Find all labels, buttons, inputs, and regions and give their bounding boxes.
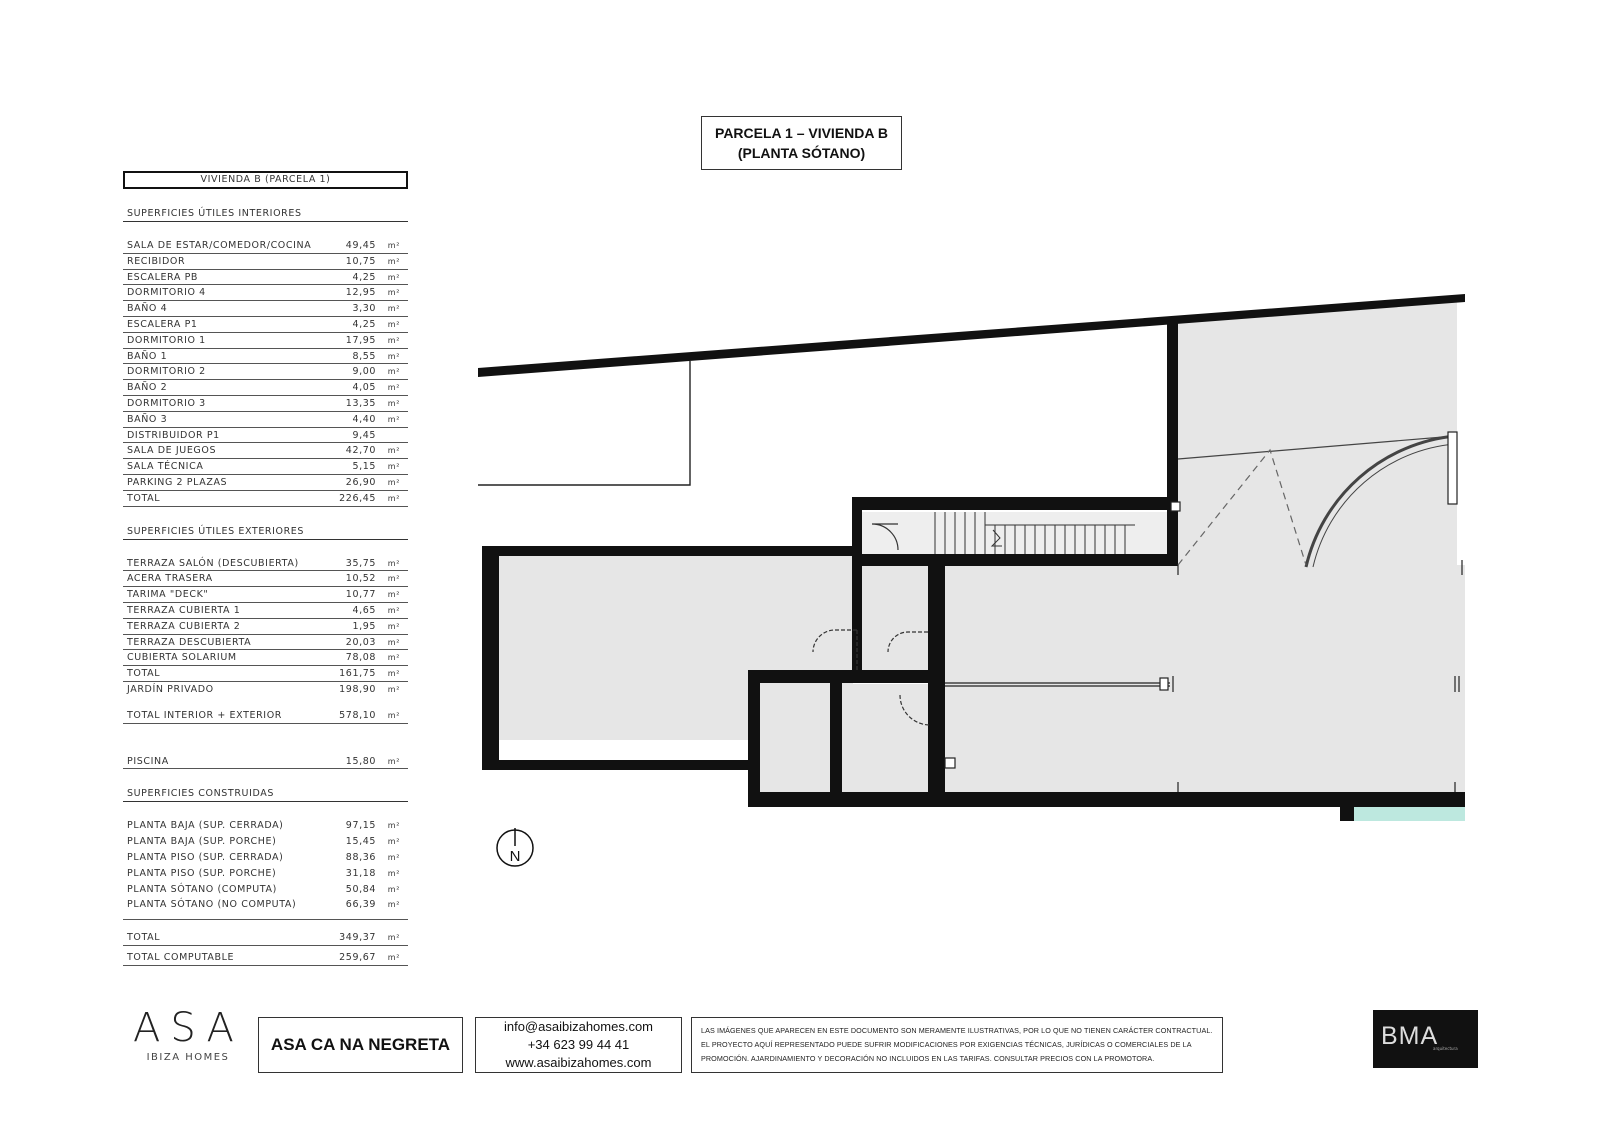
row-unit: m² [387, 288, 400, 298]
row-value: 78,08 [345, 652, 376, 664]
row-value: 17,95 [345, 334, 376, 346]
bma-logo-mark: BMA [1381, 1022, 1439, 1050]
wall-sj-bottom [482, 760, 753, 770]
row-value: 4,65 [352, 604, 376, 616]
plan-title-line1: PARCELA 1 – VIVIENDA B [715, 125, 888, 141]
row-label: ESCALERA PB [127, 271, 199, 283]
row-value: 12,95 [345, 287, 376, 299]
row-unit: m² [387, 669, 400, 679]
row-unit: m² [387, 933, 400, 943]
row-value: 26,90 [345, 476, 376, 488]
row-unit: m² [387, 605, 400, 615]
row-value: 3,30 [352, 303, 376, 315]
row-value: 198,90 [339, 683, 376, 695]
north-arrow [497, 828, 533, 866]
row-unit: m² [387, 304, 400, 314]
row-unit: m² [387, 574, 400, 584]
wall-sj-top [482, 546, 853, 556]
row-label: PLANTA BAJA (SUP. CERRADA) [127, 820, 284, 832]
row-value: 349,37 [339, 932, 376, 944]
asa-logo-subtitle: IBIZA HOMES [146, 1052, 230, 1063]
contact-box [475, 1017, 682, 1073]
row-label: ACERA TRASERA [127, 573, 213, 585]
row-value: 10,75 [345, 255, 376, 267]
row-label: TOTAL INTERIOR + EXTERIOR [127, 709, 282, 721]
row-label: TOTAL COMPUTABLE [127, 951, 235, 963]
row-value: 35,75 [345, 557, 376, 569]
row-value: 9,00 [352, 366, 376, 378]
row-value: 15,45 [345, 836, 376, 848]
row-value: 66,39 [345, 899, 376, 911]
row-value: 97,15 [345, 820, 376, 832]
row-unit: m² [387, 821, 400, 831]
row-unit: m² [387, 710, 400, 720]
wall-sj-left [482, 546, 499, 769]
row-label: BAÑO 2 [127, 382, 168, 394]
row-label: TOTAL [127, 668, 161, 680]
row-unit: m² [387, 884, 400, 894]
row-label: BAÑO 3 [127, 413, 168, 425]
north-label: N [509, 848, 521, 865]
wall-core-bottom [852, 554, 1178, 566]
row-value: 9,45 [352, 429, 376, 441]
row-label: TARIMA "DECK" [127, 589, 209, 601]
wall-bottom [748, 792, 1465, 807]
row-value: 8,55 [352, 350, 376, 362]
row-label: TOTAL [127, 932, 161, 944]
row-unit: m² [387, 756, 400, 766]
row-value: 4,25 [352, 271, 376, 283]
row-label: PLANTA PISO (SUP. PORCHE) [127, 867, 277, 879]
contact-email[interactable]: info@asaibizahomes.com [503, 1019, 654, 1034]
row-value: 10,77 [345, 589, 376, 601]
row-label: PLANTA SÓTANO (COMPUTA) [127, 883, 277, 895]
row-value: 4,40 [352, 413, 376, 425]
row-value: 578,10 [339, 709, 376, 721]
gate-post [1448, 432, 1457, 504]
row-label: TERRAZA CUBIERTA 1 [127, 604, 241, 616]
row-unit: m² [387, 351, 400, 361]
row-unit: m² [387, 241, 400, 250]
row-unit: m² [387, 900, 400, 910]
row-unit: m² [387, 558, 400, 568]
wall-annex-left [748, 670, 760, 807]
row-value: 4,25 [352, 318, 376, 330]
row-label: CUBIERTA SOLARIUM [127, 652, 237, 664]
row-value: 4,05 [352, 382, 376, 394]
row-value: 20,03 [345, 636, 376, 648]
row-value: 31,18 [345, 867, 376, 879]
wall-core-top [852, 497, 1167, 510]
room-store-fill [760, 684, 830, 792]
row-unit: m² [387, 367, 400, 377]
wall-core-right-upper [1167, 322, 1178, 565]
row-unit: m² [387, 414, 400, 424]
row-value: 161,75 [339, 668, 376, 680]
row-unit: m² [387, 335, 400, 345]
row-label: PLANTA PISO (SUP. CERRADA) [127, 851, 284, 863]
row-value: 1,95 [352, 620, 376, 632]
project-name-box: ASA CA NA NEGRETA [258, 1017, 463, 1073]
section-interiores-title: SUPERFICIES ÚTILES INTERIORES [123, 206, 408, 222]
row-unit: m² [387, 952, 400, 962]
row-unit: m² [387, 837, 400, 847]
row-label: RECIBIDOR [127, 255, 186, 267]
row-label: BAÑO 1 [127, 350, 168, 362]
row-label: DISTRIBUIDOR P1 [127, 429, 220, 441]
row-value: 50,84 [345, 883, 376, 895]
wall-annex-top [748, 670, 938, 683]
row-unit: m² [387, 462, 400, 472]
row-value: 10,52 [345, 573, 376, 585]
row-unit: m² [387, 868, 400, 878]
row-value: 88,36 [345, 851, 376, 863]
row-value: 5,15 [352, 461, 376, 473]
row-value: 15,80 [345, 755, 376, 767]
row-label: TOTAL [127, 492, 161, 504]
row-unit: m² [387, 684, 400, 694]
row-unit: m² [387, 398, 400, 408]
contact-phone[interactable]: +34 623 99 44 41 [527, 1037, 630, 1052]
row-value: 226,45 [339, 492, 376, 504]
row-unit: m² [387, 637, 400, 647]
asa-logo-mark: ASA [133, 1005, 244, 1051]
wall-bottom-right [1340, 807, 1354, 821]
row-unit: m² [387, 493, 400, 503]
bma-logo [1373, 1010, 1478, 1068]
row-unit: m² [387, 477, 400, 487]
room-corridor-fill [862, 565, 930, 670]
row-label: PISCINA [127, 755, 169, 767]
row-value: 13,35 [345, 397, 376, 409]
row-label: BAÑO 4 [127, 303, 168, 315]
row-unit: m² [387, 319, 400, 329]
disclaimer-box: LAS IMÁGENES QUE APARECEN EN ESTE DOCUMENTO SON MERAMENTE ILUSTRATIVAS, POR LO QUE NO TIENEN CARÁCTER CONTRACTUAL. EL PROYECTO AQUÍ REPRESENTADO PUEDE SUFRIR MODIFICACIONES POR EXIGENCIAS TÉCNICAS, JURÍDICAS O COMERCIALES DE LA PROMOCIÓN. AJARDINAMIENTO Y DECORACIÓN NO INCLUIDOS EN LAS TARIFAS. CONSULTAR PRECIOS CON LA PROMOTORA. [691, 1017, 1223, 1073]
row-label: PLANTA SÓTANO (NO COMPUTA) [127, 899, 297, 911]
row-label: SALA TÉCNICA [127, 461, 204, 473]
section-exteriores-title: SUPERFICIES ÚTILES EXTERIORES [123, 524, 408, 540]
row-unit: m² [387, 446, 400, 456]
row-label: SALA DE ESTAR/COMEDOR/COCINA [127, 240, 312, 251]
row-label: DORMITORIO 4 [127, 287, 206, 299]
row-label: ESCALERA P1 [127, 318, 198, 330]
row-label: TERRAZA CUBIERTA 2 [127, 620, 241, 632]
row-unit: m² [387, 653, 400, 663]
contact-web[interactable]: www.asaibizahomes.com [505, 1055, 652, 1070]
plot-outline [478, 361, 690, 485]
row-unit: m² [387, 383, 400, 393]
row-label: JARDÍN PRIVADO [127, 683, 214, 695]
pool-edge [1354, 807, 1465, 821]
row-unit: m² [387, 256, 400, 266]
areas-header: VIVIENDA B (PARCELA 1) [123, 171, 408, 189]
row-unit: m² [387, 852, 400, 862]
plan-title-line2: (PLANTA SÓTANO) [737, 145, 866, 161]
row-value: 49,45 [345, 240, 376, 251]
row-label: TERRAZA SALÓN (DESCUBIERTA) [127, 557, 299, 569]
row-label: PLANTA BAJA (SUP. PORCHE) [127, 836, 277, 848]
asa-logo [133, 1005, 244, 1063]
row-value: 42,70 [345, 445, 376, 457]
room-parking-fill [945, 565, 1465, 792]
row-label: DORMITORIO 3 [127, 397, 206, 409]
row-unit: m² [387, 621, 400, 631]
row-label: SALA DE JUEGOS [127, 445, 217, 457]
row-label: DORMITORIO 2 [127, 366, 206, 378]
room-sala-tecnica-fill [842, 684, 937, 792]
room-ramp-fill [1178, 300, 1457, 565]
row-unit: m² [387, 590, 400, 600]
row-label: TERRAZA DESCUBIERTA [127, 636, 252, 648]
row-unit: m² [387, 272, 400, 282]
section-construidas-title: SUPERFICIES CONSTRUIDAS [123, 786, 408, 802]
bma-logo-sub: arquitectura [1433, 1046, 1458, 1051]
row-value: 259,67 [339, 951, 376, 963]
wall-annex-div [830, 683, 842, 795]
row-label: PARKING 2 PLAZAS [127, 476, 228, 488]
row-label: DORMITORIO 1 [127, 334, 206, 346]
